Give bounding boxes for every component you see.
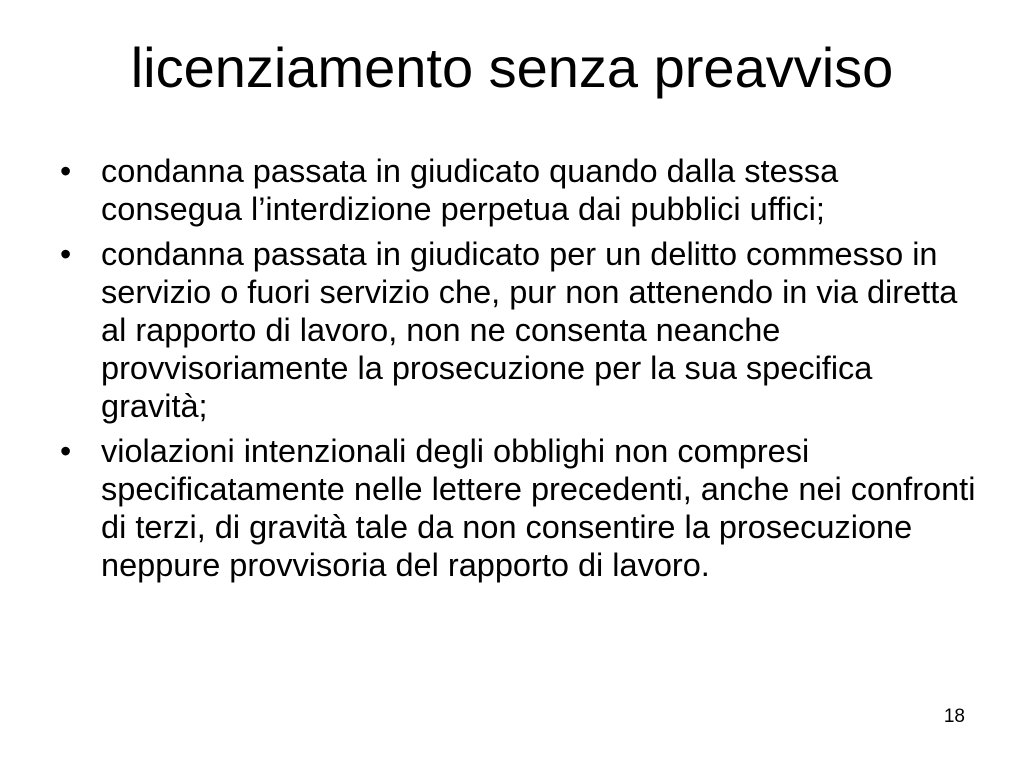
- bullet-item: [58, 432, 978, 584]
- bullet-icon: •: [60, 153, 72, 189]
- bullet-icon: •: [60, 236, 72, 272]
- slide-title: licenziamento senza preavviso: [130, 36, 894, 99]
- bullet-item: [58, 235, 978, 425]
- bullet-item: [58, 152, 978, 228]
- bullet-text: violazioni intenzionali degli obblighi non compresi specificatamente nelle lettere precedenti, anche nei confronti di terzi, di gravità tale da non consentire la prosecuzione neppure provvisoria del rapporto di lavoro.: [101, 433, 976, 583]
- bullet-icon: •: [60, 433, 72, 469]
- bullet-text: condanna passata in giudicato per un delitto commesso in servizio o fuori servizio che, pur non attenendo in via diretta al rapporto di lavoro, non ne consenta neanche provvisoriamente la prosecuzione per la sua specifica gravità;: [101, 236, 958, 424]
- bullet-text: condanna passata in giudicato quando dalla stessa consegua l’interdizione perpetua dai pubblici uffici;: [101, 153, 839, 227]
- slide-number: 18: [943, 706, 965, 727]
- bullet-list: [58, 152, 978, 591]
